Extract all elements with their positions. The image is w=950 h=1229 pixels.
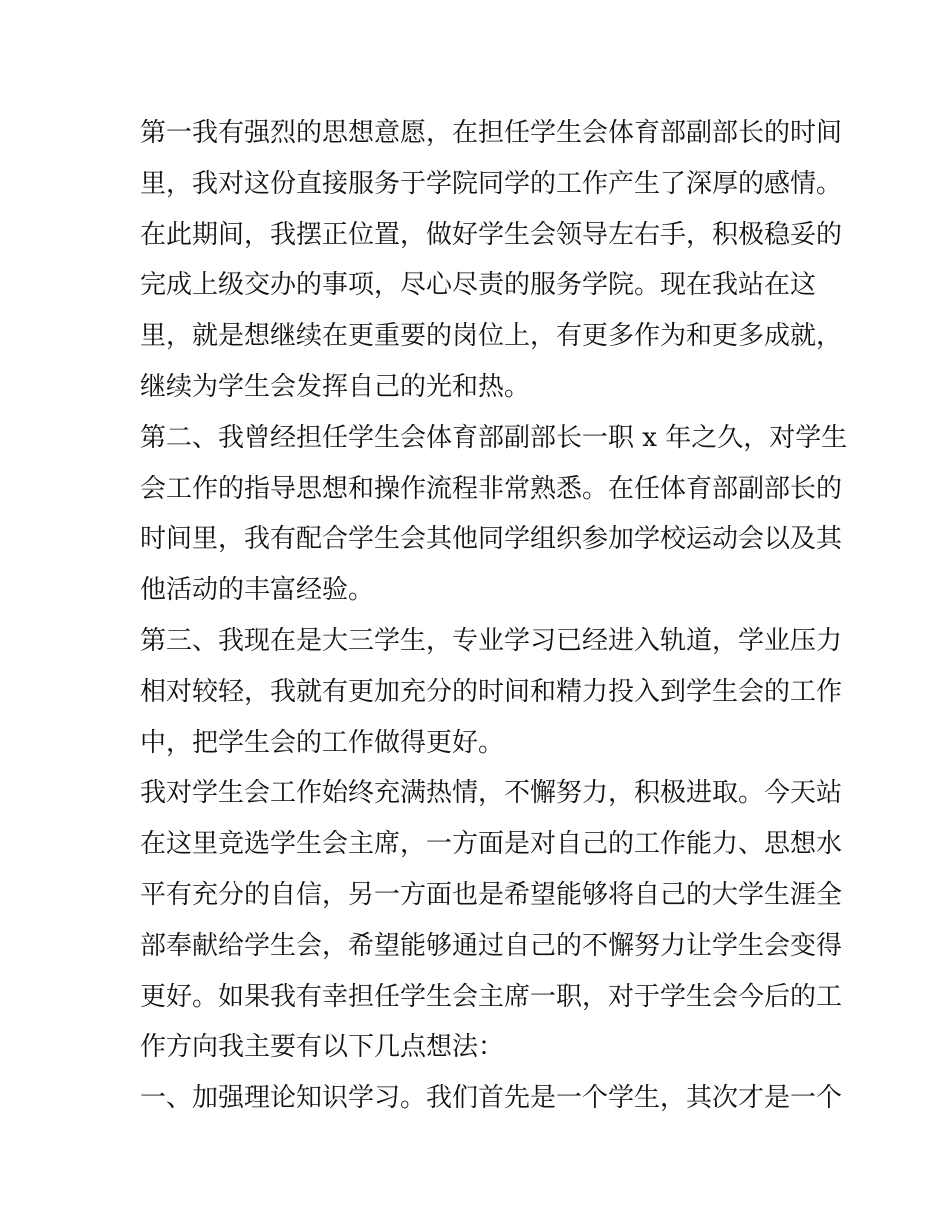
paragraph-4: [140, 768, 843, 1073]
text-line: 中，把学生会的工作做得更好。: [140, 727, 505, 758]
text-line: 里，我对这份直接服务于学院同学的工作产生了深厚的感情。: [140, 168, 843, 199]
document-body: [140, 108, 848, 1124]
paragraph-3: [140, 616, 843, 768]
text-line: 部奉献给学生会，希望能够通过自己的不懈努力让学生会变得: [140, 930, 843, 961]
text-line: 他活动的丰富经验。: [140, 575, 375, 606]
text-line: 我对学生会工作始终充满热情，不懈努力，积极进取。今天站: [140, 778, 843, 809]
text-line: 在此期间，我摆正位置，做好学生会领导左右手，积极稳妥的: [140, 219, 843, 250]
text-line: 里，就是想继续在更重要的岗位上，有更多作为和更多成就，: [140, 321, 843, 352]
text-line: 第三、我现在是大三学生，专业学习已经进入轨道，学业压力: [140, 625, 843, 656]
text-line: 在这里竞选学生会主席，一方面是对自己的工作能力、思想水: [140, 829, 843, 860]
text-line: 更好。如果我有幸担任学生会主席一职，对于学生会今后的工: [140, 981, 843, 1012]
paragraph-1: [140, 108, 843, 413]
text-line: 完成上级交办的事项，尽心尽责的服务学院。现在我站在这: [140, 270, 817, 301]
text-line: 继续为学生会发挥自己的光和热。: [140, 371, 531, 402]
text-line: 作方向我主要有以下几点想法：: [140, 1032, 505, 1063]
text-line: 时间里，我有配合学生会其他同学组织参加学校运动会以及其: [140, 524, 843, 555]
text-line: 第一我有强烈的思想意愿，在担任学生会体育部副部长的时间: [140, 118, 843, 148]
paragraph-5: [140, 1073, 843, 1124]
text-line: 第二、我曾经担任学生会体育部副部长一职 x 年之久，对学生: [140, 422, 848, 453]
paragraph-2: [140, 413, 848, 616]
text-line: 相对较轻，我就有更加充分的时间和精力投入到学生会的工作: [140, 676, 843, 707]
text-line: 平有充分的自信，另一方面也是希望能够将自己的大学生涯全: [140, 879, 843, 910]
text-line: 会工作的指导思想和操作流程非常熟悉。在任体育部副部长的: [140, 473, 843, 504]
text-line: 一、加强理论知识学习。我们首先是一个学生，其次才是一个: [140, 1083, 843, 1114]
